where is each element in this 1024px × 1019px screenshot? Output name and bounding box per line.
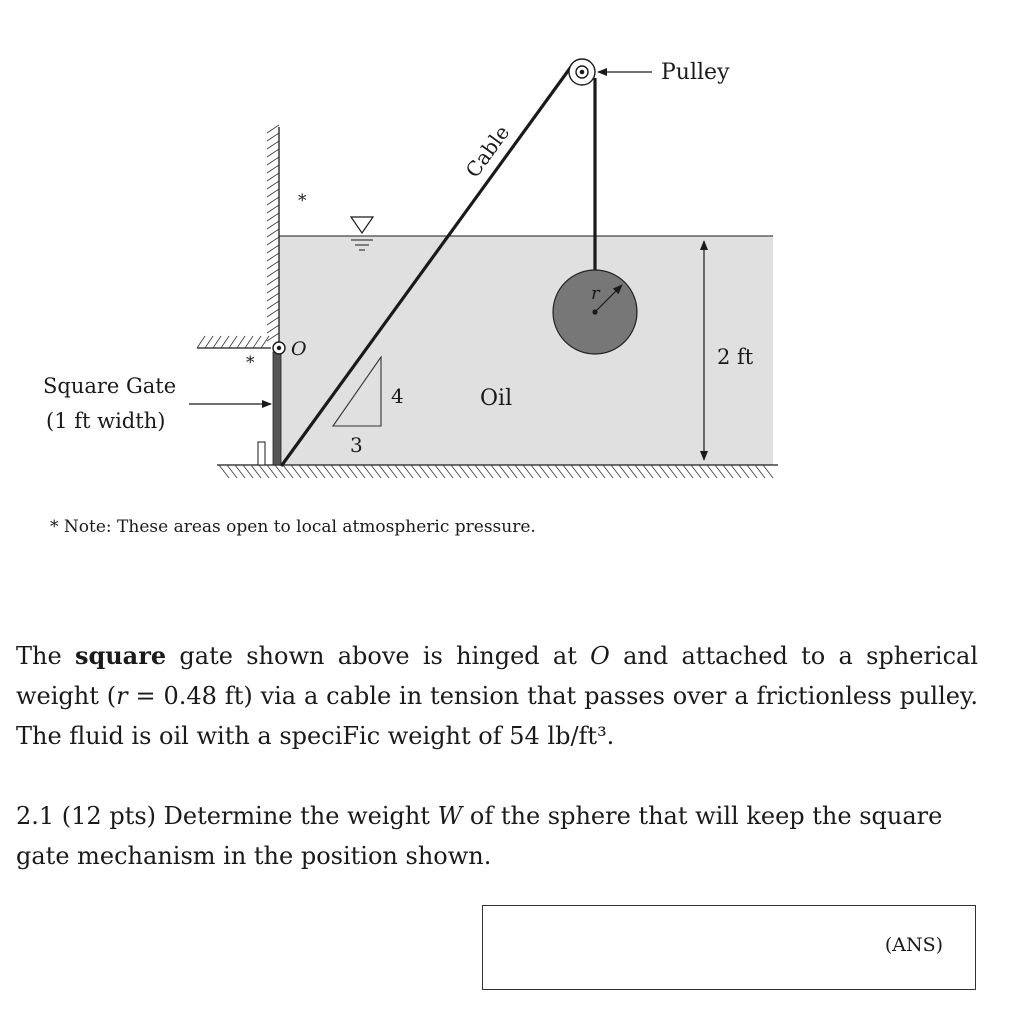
pulley [569,59,595,85]
answer-box[interactable] [482,905,976,990]
atmospheric-note: * Note: These areas open to local atmospheric pressure. [50,517,536,537]
cable-label: Cable [460,120,515,182]
fluid-label: Oil [480,386,513,411]
hinge-o [273,342,285,354]
hinge-label: O [291,338,307,360]
problem-bold-word: square [74,641,167,670]
question-text-1: 2.1 (12 pts) Determine the weight [16,802,438,830]
problem-text-4: = 0.48 ft) via a cable in tension that passes over a frictionless pulley. The fluid is oil with a speciFic weight of 54 lb/ft³. [16,682,978,750]
problem-text-3: and attached to a spherical weight ( [16,642,978,710]
problem-hinge-symbol: O [590,642,610,670]
square-gate [273,352,281,465]
slope-run-label: 3 [350,433,363,457]
tank-floor [217,465,778,478]
left-wall [267,125,279,342]
gate-label-line2: (1 ft width) [46,409,166,433]
answer-label: (ANS) [884,934,943,956]
question-2-1 [16,796,978,876]
question-text-2: of the sphere that will keep the square gate mechanism in the position shown. [16,802,943,870]
problem-text-1: The [16,642,75,670]
height-label: 2 ft [717,345,754,369]
problem-text-2: gate shown above is hinged at [166,642,591,670]
oil-region [279,236,773,465]
problem-radius-symbol: r [116,682,128,710]
question-weight-symbol: W [437,802,463,830]
slope-rise-label: 4 [391,384,404,408]
atm-marker-lower: * [246,353,255,373]
hinge-ledge [197,336,271,348]
atm-marker-upper: * [298,191,307,211]
gate-stop [258,442,265,465]
radius-label: r [591,283,600,304]
gate-label-line1: Square Gate [43,374,177,398]
pulley-label: Pulley [661,60,730,85]
problem-statement [16,636,978,756]
